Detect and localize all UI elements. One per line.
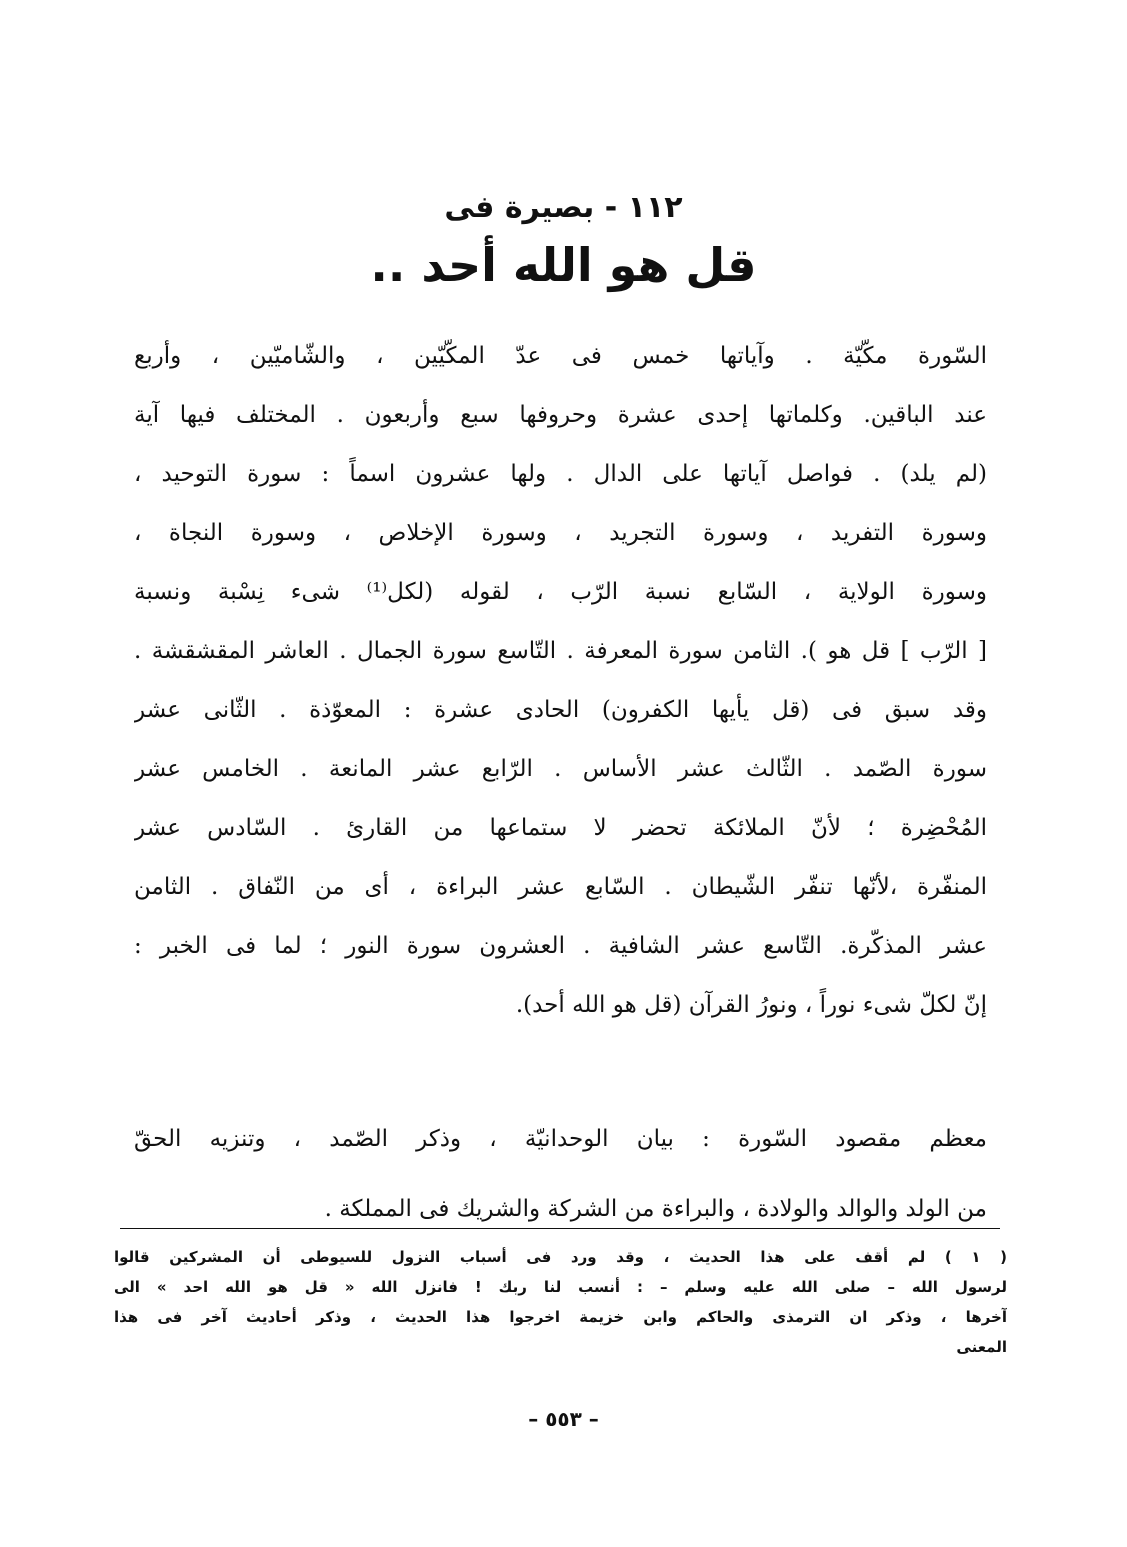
paragraph-line: وسورة التفريد ، وسورة التجريد ، وسورة الإخلاص ، وسورة النجاة ،	[134, 520, 987, 546]
footnote-line: آخرها ، وذكر ان الترمذى والحاكم وابن خزيمة اخرجوا هذا الحديث ، وذكر أحاديث آخر فى هذا	[114, 1308, 1007, 1326]
paragraph-line: إنّ لكلّ شىء نوراً ، ونورُ القرآن (قل هو الله أحد).	[515, 992, 987, 1018]
page-number: – ٥٥٣ –	[528, 1407, 599, 1431]
paragraph-line: المُحْضِرة ؛ لأنّ الملائكة تحضر لا ستماعها من القارئ . السّادس عشر	[134, 815, 987, 841]
paragraph-line: عشر المذكّرة. التّاسع عشر الشافية . العشرون سورة النور ؛ لما فى الخبر :	[134, 933, 987, 959]
paragraph-line: وقد سبق فى (قل يأيها الكفرون) الحادى عشرة : المعوّذة . الثّانى عشر	[134, 697, 987, 723]
footnote-line: المعنى	[956, 1338, 1007, 1356]
footnote-line: ( ١ ) لم أقف على هذا الحديث ، وقد ورد فى أسباب النزول للسيوطى أن المشركين قالوا	[114, 1248, 1007, 1266]
chapter-heading: ١١٢ - بصيرة فى	[444, 190, 683, 225]
paragraph-line: [ الرّب ] قل هو ). الثامن سورة المعرفة . التّاسع سورة الجمال . العاشر المقشقشة .	[134, 638, 987, 664]
paragraph-line: المنفّرة ،لأنّها تنفّر الشّيطان . السّابع عشر البراءة ، أى من النّفاق . الثامن	[134, 874, 987, 900]
paragraph-line: (لم يلد) . فواصل آياتها على الدال . ولها عشرون اسماً : سورة التوحيد ،	[134, 461, 987, 487]
footnote	[114, 1242, 1007, 1362]
paragraph-line: معظم مقصود السّورة : بيان الوحدانيّة ، وذكر الصّمد ، وتنزيه الحقّ	[134, 1126, 987, 1152]
main-paragraph	[134, 327, 987, 1035]
paragraph-line: من الولد والوالد والولادة ، والبراءة من الشركة والشريك فى المملكة .	[324, 1196, 987, 1222]
sura-title: قل هو الله أحد ..	[370, 238, 757, 292]
footnote-line: لرسول الله – صلى الله عليه وسلم – : أنسب لنا ربك ! فانزل الله « قل هو الله احد » الى	[114, 1278, 1007, 1296]
purpose-paragraph	[134, 1104, 987, 1244]
paragraph-line: سورة الصّمد . الثّالث عشر الأساس . الرّابع عشر المانعة . الخامس عشر	[134, 756, 987, 782]
footnote-divider	[120, 1228, 1000, 1229]
paragraph-line: وسورة الولاية ، السّابع نسبة الرّب ، لقوله (لكل⁽¹⁾ شىء نِسْبة ونسبة	[134, 579, 987, 605]
paragraph-line: عند الباقين. وكلماتها إحدى عشرة وحروفها سبع وأربعون . المختلف فيها آية	[134, 402, 987, 428]
paragraph-line: السّورة مكّيّة . وآياتها خمس فى عدّ المكّيّين ، والشّاميّين ، وأربع	[134, 343, 987, 369]
